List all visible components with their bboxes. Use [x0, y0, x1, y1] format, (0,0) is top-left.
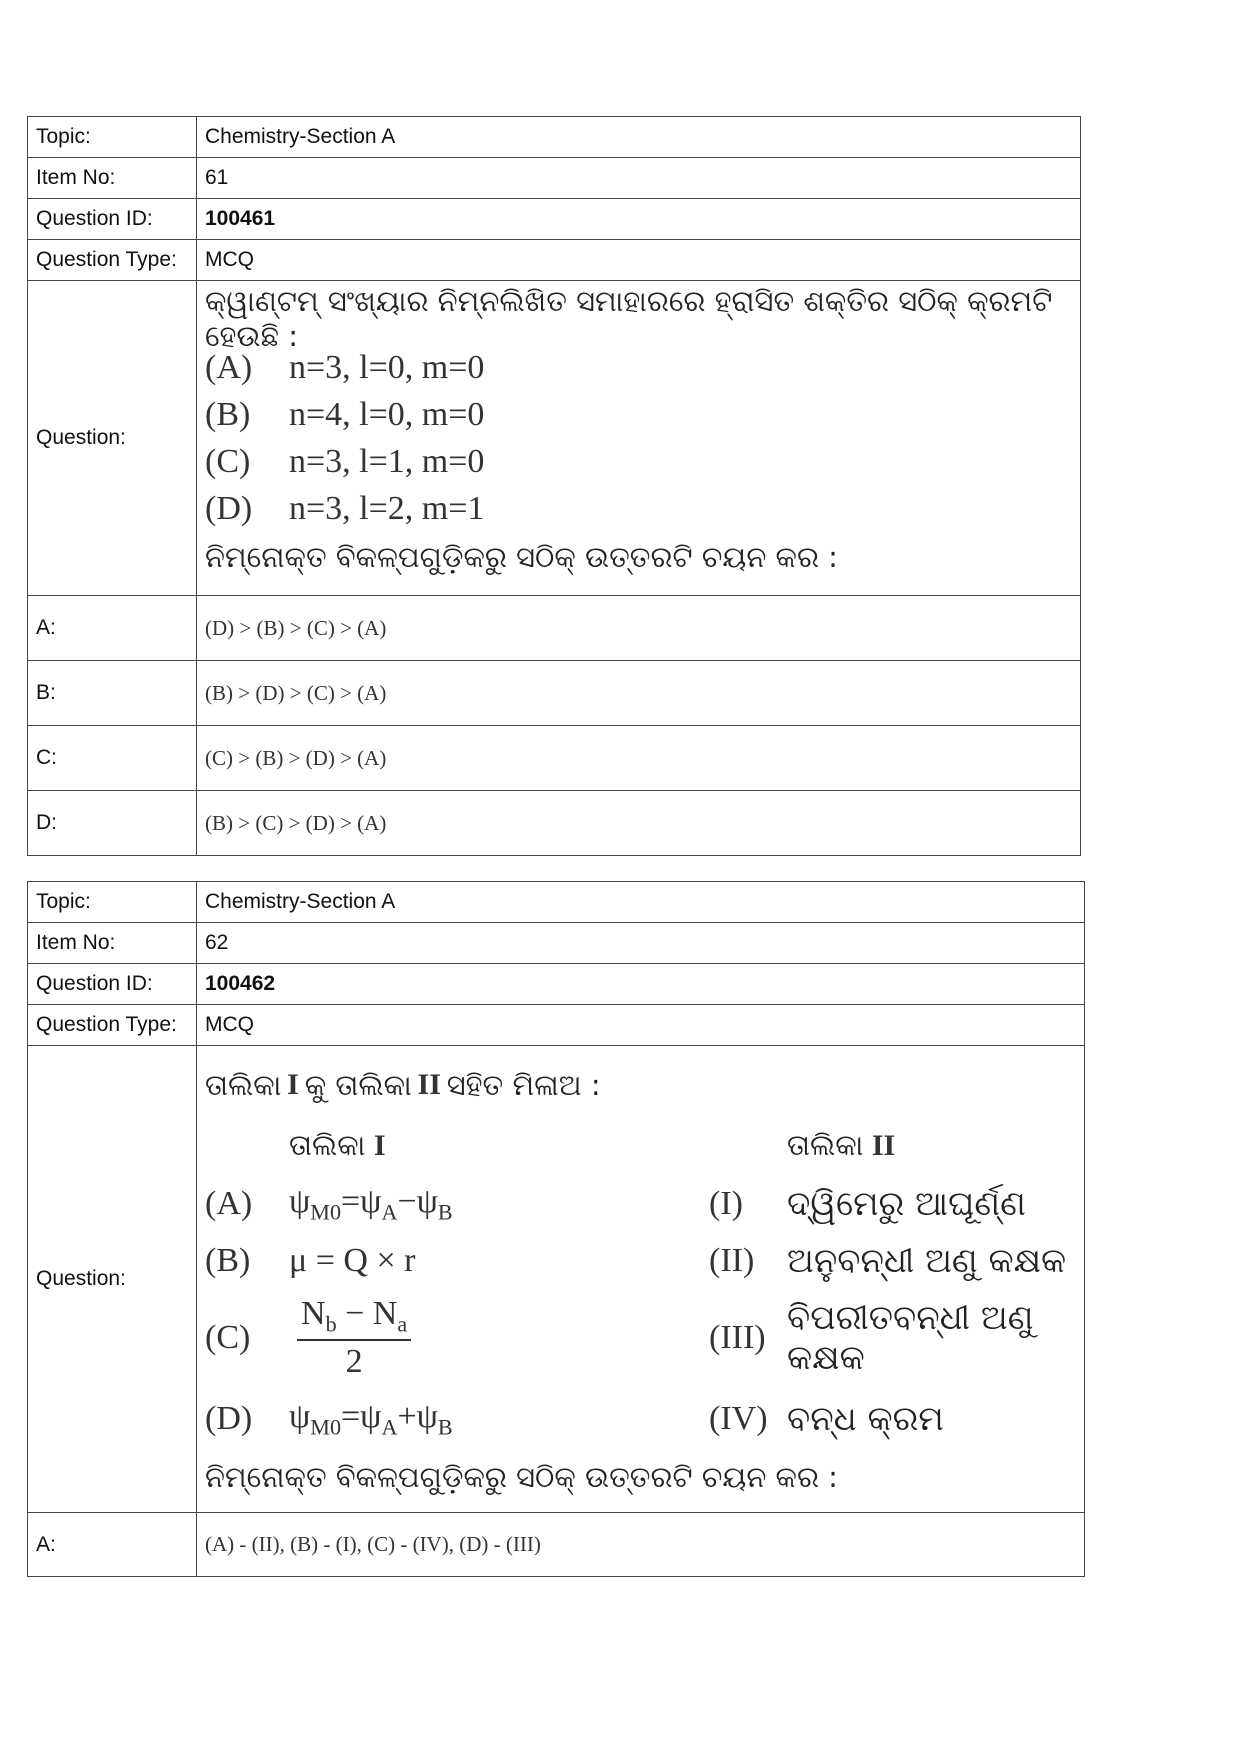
question-instruction: ନିମ୍ନୋକ୍ତ ବିକଳ୍ପଗୁଡ଼ିକରୁ ସଠିକ୍ ଉତ୍ତରଟି ଚୟନ କର : — [205, 1459, 838, 1494]
option-a-text: (D) > (B) > (C) > (A) — [197, 596, 1081, 661]
option-c-text: (C) > (B) > (D) > (A) — [197, 726, 1081, 791]
formula-dipole: μ = Q × r — [289, 1242, 416, 1279]
set-tag: (D) — [205, 489, 253, 527]
row-question — [28, 281, 1081, 596]
quantum-set-c — [205, 438, 1072, 485]
stem-list-one: I — [287, 1068, 299, 1101]
topic-value: Chemistry-Section A — [197, 117, 1081, 158]
row-option-a — [28, 1513, 1085, 1577]
option-a-label: A: — [28, 596, 197, 661]
row-right-tag: (III) — [709, 1319, 766, 1356]
item-no-value: 61 — [197, 158, 1081, 199]
formula-part: −ψ — [397, 1182, 438, 1220]
subscript: B — [437, 1199, 453, 1225]
formula-part: =ψ — [341, 1397, 382, 1435]
question-table-61 — [27, 116, 1081, 856]
question-type-value: MCQ — [197, 240, 1081, 281]
row-tag: (D) — [205, 1400, 253, 1437]
option-b-text: (B) > (D) > (C) > (A) — [197, 661, 1081, 726]
row-tag: (A) — [205, 1185, 253, 1222]
question-body — [197, 1046, 1085, 1513]
option-d-label: D: — [28, 791, 197, 856]
stem-word: କୁ ତାଲିକା — [304, 1067, 412, 1102]
question-stem — [205, 1054, 1076, 1116]
subscript: M0 — [310, 1414, 341, 1440]
row-question — [28, 1046, 1085, 1513]
row-option-c — [28, 726, 1081, 791]
option-c-label: C: — [28, 726, 197, 791]
formula-bond-order — [289, 1295, 709, 1382]
question-stem: କ୍ୱାଣ୍ଟମ୍ ସଂଖ୍ୟାର ନିମ୍ନଲିଖିତ ସମାହାରରେ ହ୍ରାସିତ ଶକ୍ତିର ସଠିକ୍ କ୍ରମଟି ହେଉଛି : — [205, 284, 1053, 353]
question-id-label: Question ID: — [28, 964, 197, 1005]
subscript: A — [381, 1199, 398, 1225]
row-right-text: ଦ୍ୱିମେରୁ ଆଘୂର୍ଣ୍ଣ — [787, 1184, 1026, 1224]
fraction-denominator: 2 — [345, 1343, 363, 1381]
set-expr: n=3, l=2, m=1 — [289, 489, 485, 527]
match-row-a — [205, 1174, 1076, 1234]
formula-part: − N — [336, 1294, 398, 1332]
row-question-type — [28, 1005, 1085, 1046]
match-row-d — [205, 1388, 1076, 1450]
subscript: M0 — [310, 1199, 341, 1225]
option-b-label: B: — [28, 661, 197, 726]
list-heading-number: I — [373, 1129, 386, 1162]
question-table-62 — [27, 881, 1085, 1577]
row-option-d — [28, 791, 1081, 856]
list-heading-word: ତାଲିକା — [289, 1128, 366, 1162]
set-expr: n=4, l=0, m=0 — [289, 395, 485, 433]
row-topic — [28, 117, 1081, 158]
psi-symbol: ψ — [289, 1182, 311, 1220]
subscript: A — [381, 1414, 398, 1440]
match-row-c — [205, 1288, 1076, 1388]
row-option-b — [28, 661, 1081, 726]
subscript: b — [325, 1311, 337, 1337]
question-id-label: Question ID: — [28, 199, 197, 240]
formula-part: N — [301, 1294, 326, 1332]
match-row-b — [205, 1234, 1076, 1288]
question-body — [197, 281, 1081, 596]
stem-list-two: II — [417, 1068, 441, 1101]
subscript: a — [397, 1311, 408, 1337]
formula-part: +ψ — [397, 1397, 438, 1435]
option-d-text: (B) > (C) > (D) > (A) — [197, 791, 1081, 856]
question-instruction: ନିମ୍ନୋକ୍ତ ବିକଳ୍ପଗୁଡ଼ିକରୁ ସଠିକ୍ ଉତ୍ତରଟି ଚୟନ କର : — [205, 539, 838, 574]
list-heading-number: II — [871, 1129, 896, 1162]
row-right-tag: (IV) — [709, 1400, 768, 1437]
question-type-label: Question Type: — [28, 240, 197, 281]
row-question-id — [28, 199, 1081, 240]
row-right-tag: (I) — [709, 1185, 743, 1222]
row-right-tag: (II) — [709, 1242, 755, 1279]
formula-psi-mo-minus — [289, 1183, 709, 1226]
list-heading-word: ତାଲିକା — [787, 1128, 864, 1162]
row-topic — [28, 882, 1085, 923]
topic-label: Topic: — [28, 117, 197, 158]
set-expr: n=3, l=0, m=0 — [289, 348, 485, 386]
question-type-value: MCQ — [197, 1005, 1085, 1046]
row-question-id — [28, 964, 1085, 1005]
set-expr: n=3, l=1, m=0 — [289, 442, 485, 480]
list-two-heading — [787, 1126, 1076, 1164]
row-tag: (B) — [205, 1242, 251, 1279]
stem-word: ସହିତ ମିଳାଅ : — [446, 1067, 601, 1102]
row-right-text: ଅନୁବନ୍ଧୀ ଅଣୁ କକ୍ଷକ — [787, 1241, 1067, 1281]
formula-psi-mo-plus — [289, 1398, 709, 1441]
option-a-label: A: — [28, 1513, 197, 1577]
question-label: Question: — [28, 281, 197, 596]
set-tag: (B) — [205, 395, 251, 433]
match-header — [205, 1116, 1076, 1174]
option-a-text: (A) - (II), (B) - (I), (C) - (IV), (D) - (III) — [197, 1513, 1085, 1577]
question-id-value: 100461 — [197, 199, 1081, 240]
formula-part: =ψ — [341, 1182, 382, 1220]
fraction-numerator — [297, 1295, 411, 1342]
list-one-heading — [289, 1126, 709, 1164]
topic-label: Topic: — [28, 882, 197, 923]
question-id-value: 100462 — [197, 964, 1085, 1005]
row-item-no — [28, 158, 1081, 199]
fraction — [297, 1295, 411, 1382]
row-tag: (C) — [205, 1319, 251, 1356]
subscript: B — [437, 1414, 453, 1440]
question-type-label: Question Type: — [28, 1005, 197, 1046]
row-right-text: ବିପରୀତବନ୍ଧୀ ଅଣୁ କକ୍ଷକ — [787, 1298, 1034, 1378]
psi-symbol: ψ — [289, 1397, 311, 1435]
question-label: Question: — [28, 1046, 197, 1513]
stem-word: ତାଲିକା — [205, 1067, 282, 1102]
row-item-no — [28, 923, 1085, 964]
row-right-text: ବନ୍ଧ କ୍ରମ — [787, 1399, 944, 1439]
topic-value: Chemistry-Section A — [197, 882, 1085, 923]
quantum-set-b — [205, 391, 1072, 438]
set-tag: (C) — [205, 442, 251, 480]
item-no-value: 62 — [197, 923, 1085, 964]
row-option-a — [28, 596, 1081, 661]
item-no-label: Item No: — [28, 158, 197, 199]
item-no-label: Item No: — [28, 923, 197, 964]
set-tag: (A) — [205, 348, 253, 386]
quantum-set-d — [205, 485, 1072, 532]
row-question-type — [28, 240, 1081, 281]
